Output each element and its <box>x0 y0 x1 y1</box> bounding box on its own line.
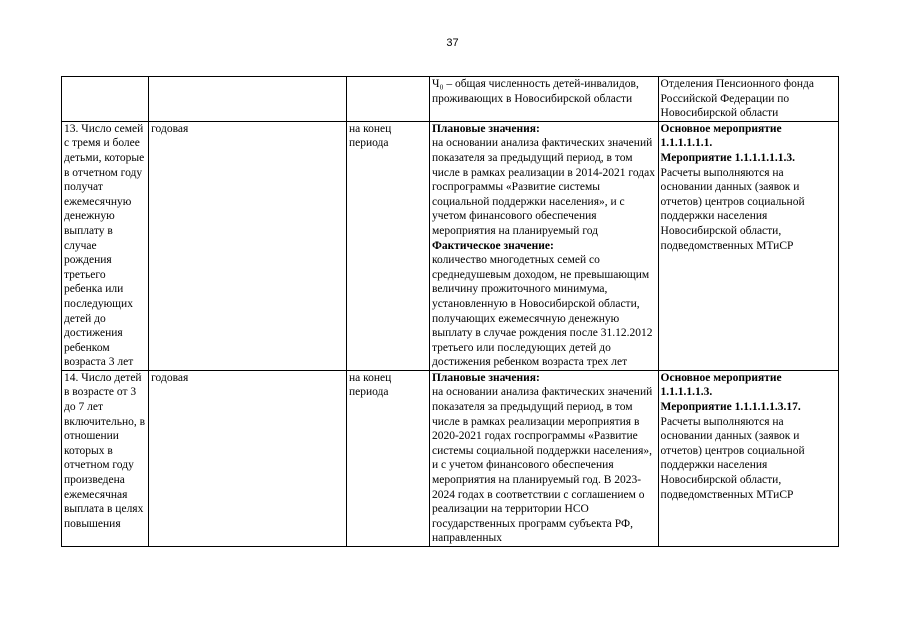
cell-method <box>429 370 658 546</box>
cell-date: на конец периода <box>346 121 429 370</box>
cell-method: Ч₀ – общая численность детей-инвалидов, проживающих в Новосибирской области <box>429 77 658 122</box>
indicator-table <box>61 76 839 547</box>
measure: Мероприятие 1.1.1.1.1.1.3. <box>660 151 795 164</box>
measure: Мероприятие 1.1.1.1.1.3.17. <box>660 401 801 414</box>
plan-label: Плановые значения: <box>431 122 540 135</box>
table-row <box>62 370 839 546</box>
fact-text: количество многодетных семей со среднедушевым доходом, не превышающим величину прожиточного минимума, установленную в Новосибирской области, получающих ежемесячную денежную выплату в случае рождения после 31.12.2012 третьего или последующих детей до достижения ребенком возраста трех лет <box>431 254 653 369</box>
cell-periodicity: годовая <box>149 370 347 546</box>
cell-date <box>346 77 429 122</box>
cell-method <box>429 121 658 370</box>
plan-label: Плановые значения: <box>431 371 540 384</box>
cell-name <box>62 77 149 122</box>
table-row <box>62 77 839 122</box>
source-text: Расчеты выполняются на основании данных (заявок и отчетов) центров социальной поддержки населения Новосибирской области, подведомственных МТиСР <box>660 415 805 501</box>
cell-name: 13. Число семей с тремя и более детьми, которые в отчетном году получат ежемесячную денежную выплату в случае рождения третьего ребенка или последующих детей до достижения ребенком возраста 3 лет <box>62 121 149 370</box>
fact-label: Фактическое значение: <box>431 239 554 252</box>
plan-text: на основании анализа фактических значений показателя за предыдущий период, в том числе в рамках реализации в 2014-2021 годах госпрограммы «Развитие системы социальной поддержки населения», и с учетом финансового обеспечения мероприятия на планируемый год <box>431 137 655 237</box>
cell-date: на конец периода <box>346 370 429 546</box>
cell-periodicity <box>149 77 347 122</box>
cell-source <box>658 121 838 370</box>
page-number: 37 <box>446 37 459 49</box>
cell-source <box>658 370 838 546</box>
plan-text: на основании анализа фактических значений показателя за предыдущий период, в том числе в рамках реализации мероприятия в 2020-2021 годах госпрограммы «Развитие системы социальной поддержки населения», и с учетом финансового обеспечения мероприятия на планируемый год. В 2023-2024 годах в соответствии с соглашением о реализации на территории НСО государственных программ субъекта РФ, направленных <box>431 386 653 545</box>
cell-source: Отделения Пенсионного фонда Российской Федерации по Новосибирской области <box>658 77 838 122</box>
main-measure: Основное мероприятие 1.1.1.1.1.3. <box>660 371 782 399</box>
cell-name: 14. Число детей в возрасте от 3 до 7 лет включительно, в отношении которых в отчетном году произведена ежемесячная выплата в целях повышения <box>62 370 149 546</box>
main-measure: Основное мероприятие 1.1.1.1.1.1. <box>660 122 782 150</box>
source-text: Расчеты выполняются на основании данных (заявок и отчетов) центров социальной поддержки населения Новосибирской области, подведомственных МТиСР <box>660 166 805 252</box>
table-row <box>62 121 839 370</box>
cell-periodicity: годовая <box>149 121 347 370</box>
